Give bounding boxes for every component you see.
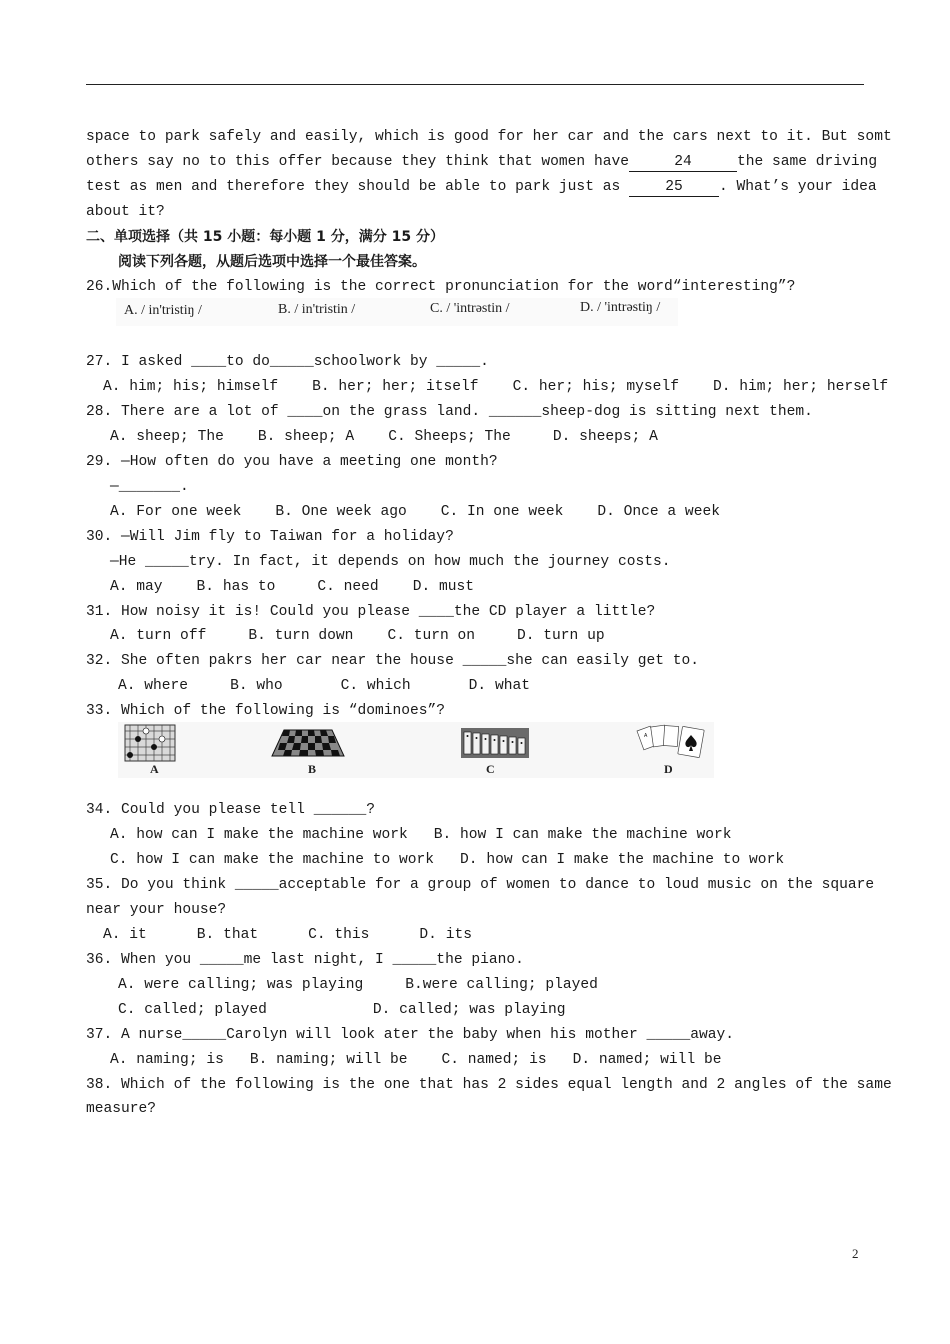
blank-24: 24 — [629, 153, 737, 172]
q35-option-d: D. its — [419, 927, 472, 943]
q34-option-d: D. how can I make the machine to work — [460, 852, 785, 868]
q30-stem: 30. —Will Jim fly to Taiwan for a holiday? — [86, 529, 454, 545]
q32-stem: 32. She often pakrs her car near the house _____she can easily get to. — [86, 653, 700, 669]
q28-options — [110, 425, 888, 450]
q35-options — [103, 923, 881, 948]
q29-option-b: B. One week ago — [275, 504, 407, 520]
q35-option-b: B. that — [196, 927, 259, 943]
q31-option-c: C. turn on — [387, 628, 476, 644]
passage-text: the same driving — [736, 154, 878, 170]
section-instruction: 阅读下列各题，从题后选项中选择一个最佳答案。 — [118, 254, 426, 270]
passage-line-1: space to park safely and easily, which is good for her car and the cars next to it. But somt — [86, 129, 892, 145]
q35-stem-line-2: near your house? — [86, 902, 227, 918]
q30-options — [110, 575, 888, 600]
q34-option-b: B. how I can make the machine work — [433, 827, 732, 843]
q34-option-c: C. how I can make the machine to work — [110, 852, 435, 868]
q36-option-b: B.were calling; played — [405, 977, 598, 993]
q36-options-row2 — [118, 998, 896, 1023]
svg-text:A: A — [644, 733, 648, 739]
q29-options — [110, 500, 888, 525]
header-rule — [86, 84, 864, 85]
q31-option-d: D. turn up — [517, 628, 605, 644]
q33-label-d: D — [664, 762, 673, 776]
q26-option-b: B. / in'tristin / — [278, 302, 356, 317]
q27-option-d: D. him; her; herself — [712, 379, 889, 395]
q30-option-a: A. may — [110, 579, 163, 595]
q27-options — [103, 375, 889, 400]
go-board-icon — [124, 724, 176, 762]
passage-line-4: about it? — [86, 204, 165, 220]
passage-text: test as men and therefore they should be able to park just as — [86, 179, 629, 195]
passage-line-3 — [86, 175, 877, 200]
section-title: 二、单项选择（共 15 小题：每小题 1 分，满分 15 分） — [86, 229, 444, 245]
q30-option-d: D. must — [412, 579, 474, 595]
q33-label-b: B — [308, 762, 317, 776]
q28-option-b: B. sheep; A — [257, 429, 355, 445]
q36-stem: 36. When you _____me last night, I _____the piano. — [86, 952, 524, 968]
q36-option-a: A. were calling; was playing — [118, 977, 364, 993]
q33-figure-strip — [118, 722, 714, 778]
q37-options — [110, 1048, 888, 1073]
q33-stem: 33. Which of the following is “dominoes”? — [86, 703, 446, 719]
q26-stem: 26.Which of the following is the correct pronunciation for the word“interesting”? — [86, 279, 796, 295]
q29-reply: —_______. — [110, 479, 189, 495]
q38-stem-line-1: 38. Which of the following is the one that has 2 sides equal length and 2 angles of the same — [86, 1077, 892, 1093]
q35-option-c: C. this — [308, 927, 370, 943]
dominoes-icon — [460, 726, 530, 760]
blank-25: 25 — [629, 178, 719, 197]
q32-option-c: C. which — [340, 678, 411, 694]
q31-option-b: B. turn down — [248, 628, 354, 644]
q29-option-c: C. In one week — [440, 504, 564, 520]
q36-option-c: C. called; played — [118, 1002, 267, 1018]
q37-option-a: A. naming; is — [110, 1052, 224, 1068]
q27-stem: 27. I asked ____to do_____schoolwork by _____. — [86, 354, 489, 370]
passage-line-2 — [86, 150, 878, 175]
q29-stem: 29. —How often do you have a meeting one month? — [86, 454, 498, 470]
q32-option-d: D. what — [468, 678, 530, 694]
q27-option-a: A. him; his; himself — [103, 379, 279, 395]
q26-option-c: C. / 'intrəstin / — [430, 301, 510, 316]
playing-cards-icon — [636, 724, 712, 762]
page-number: 2 — [852, 1246, 859, 1261]
q30-option-c: C. need — [317, 579, 379, 595]
q35-option-a: A. it — [103, 927, 147, 943]
q36-options-row1 — [118, 973, 896, 998]
q32-option-a: A. where — [118, 678, 189, 694]
q37-stem: 37. A nurse_____Carolyn will look ater the baby when his mother _____away. — [86, 1027, 735, 1043]
q31-options — [110, 624, 888, 649]
passage-text: others say no to this offer because they think that women have — [86, 154, 629, 170]
q29-option-a: A. For one week — [110, 504, 242, 520]
q37-option-c: C. named; is — [441, 1052, 547, 1068]
q28-option-c: C. Sheeps; The — [388, 429, 511, 445]
q34-option-a: A. how can I make the machine work — [110, 827, 408, 843]
q30-option-b: B. has to — [196, 579, 276, 595]
q29-option-d: D. Once a week — [597, 504, 720, 520]
q38-stem-line-2: measure? — [86, 1101, 157, 1117]
q34-options-row2 — [110, 848, 888, 873]
q28-option-d: D. sheeps; A — [552, 429, 658, 445]
q28-stem: 28. There are a lot of ____on the grass land. ______sheep-dog is sitting next them. — [86, 404, 813, 420]
chess-board-icon — [270, 726, 346, 760]
q27-option-b: B. her; her; itself — [312, 379, 479, 395]
q31-option-a: A. turn off — [110, 628, 207, 644]
q28-option-a: A. sheep; The — [110, 429, 224, 445]
q26-option-a: A. / in'tristiŋ / — [124, 303, 202, 318]
q37-option-b: B. naming; will be — [249, 1052, 408, 1068]
q30-reply: —He _____try. In fact, it depends on how much the journey costs. — [110, 554, 671, 570]
q32-options — [118, 674, 896, 699]
q34-stem: 34. Could you please tell ______? — [86, 802, 376, 818]
q37-option-d: D. named; will be — [572, 1052, 722, 1068]
q31-stem: 31. How noisy it is! Could you please ____the CD player a little? — [86, 604, 656, 620]
q34-options-row1 — [110, 823, 888, 848]
q27-option-c: C. her; his; myself — [512, 379, 679, 395]
q26-options-image — [116, 298, 678, 326]
q33-label-c: C — [486, 762, 495, 776]
q35-stem-line-1: 35. Do you think _____acceptable for a group of women to dance to loud music on the square — [86, 877, 875, 893]
q32-option-b: B. who — [230, 678, 283, 694]
passage-text: . What’s your idea — [718, 179, 877, 195]
q33-label-a: A — [150, 762, 159, 776]
q36-option-d: D. called; was playing — [372, 1002, 566, 1018]
q26-option-d: D. / 'intrəstiŋ / — [580, 300, 661, 315]
